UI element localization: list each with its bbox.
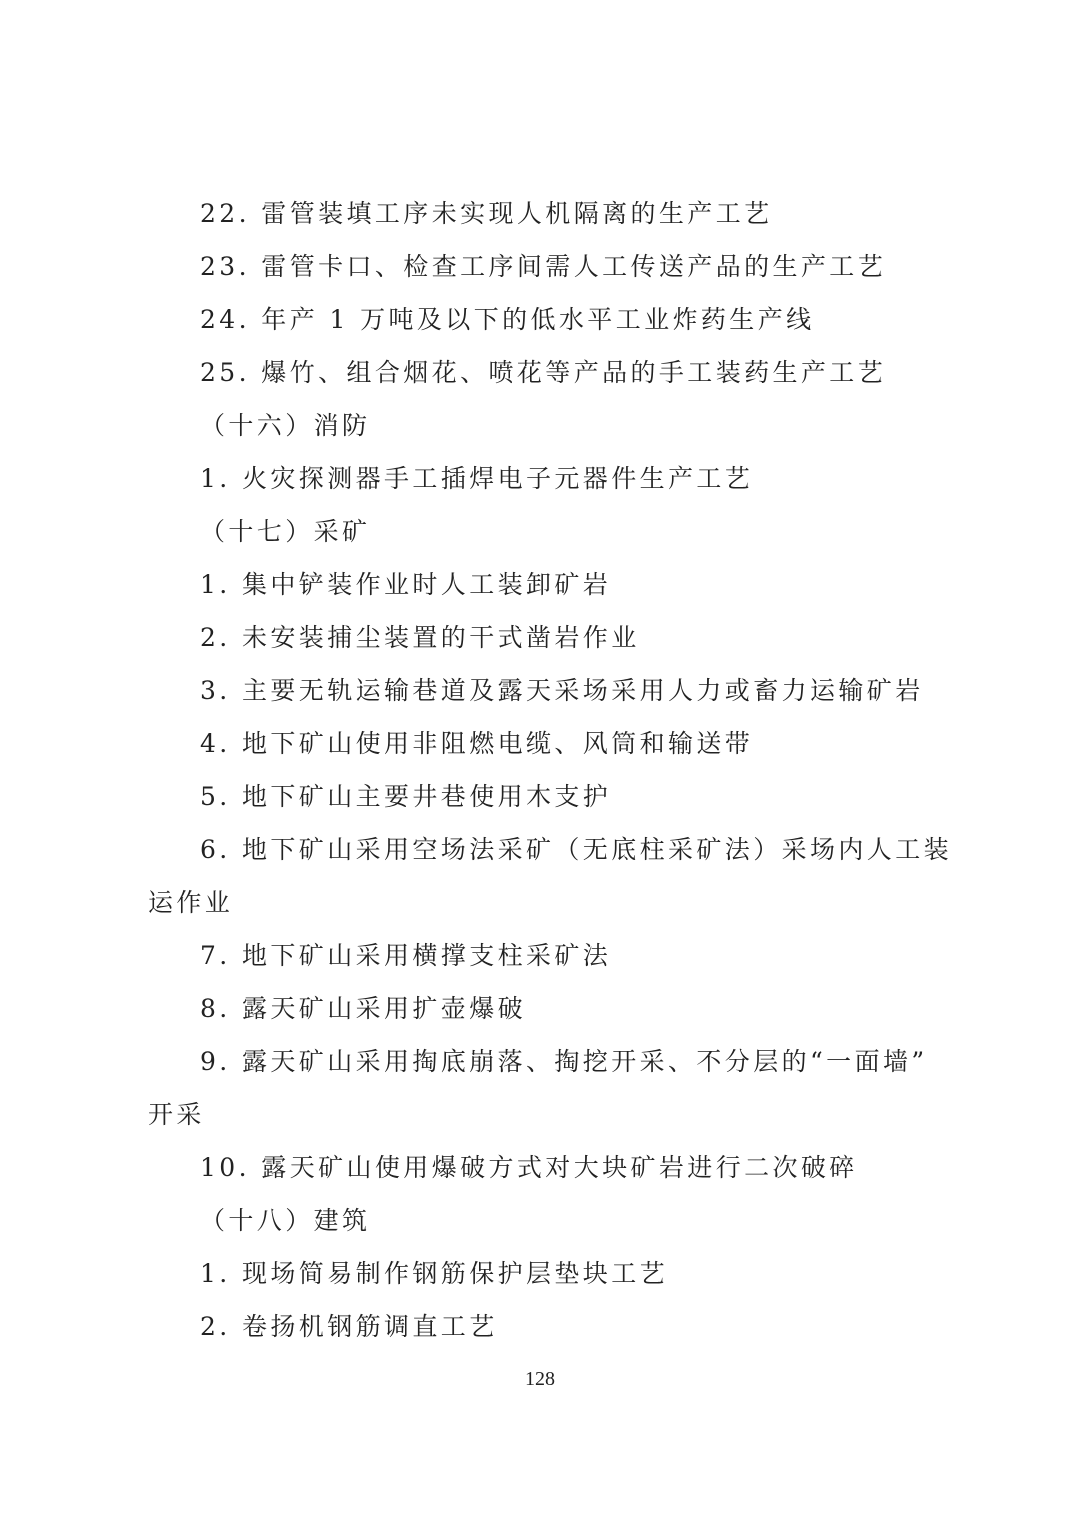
list-item-mining-10: 10. 露天矿山使用爆破方式对大块矿岩进行二次破碎 [200, 1153, 858, 1182]
list-item-mining-1: 1. 集中铲装作业时人工装卸矿岩 [200, 570, 612, 599]
list-item-mining-6: 6. 地下矿山采用空场法采矿（无底柱采矿法）采场内人工装 [200, 835, 953, 864]
list-item-24: 24. 年产 1 万吨及以下的低水平工业炸药生产线 [200, 305, 815, 334]
list-item-mining-7: 7. 地下矿山采用横撑支柱采矿法 [200, 941, 612, 970]
list-item-construction-2: 2. 卷扬机钢筋调直工艺 [200, 1312, 498, 1341]
list-item-mining-6-continuation: 运作业 [148, 888, 234, 917]
list-item-mining-9-continuation: 开采 [148, 1100, 205, 1129]
list-item-25: 25. 爆竹、组合烟花、喷花等产品的手工装药生产工艺 [200, 358, 887, 387]
list-item-mining-2: 2. 未安装捕尘装置的干式凿岩作业 [200, 623, 640, 652]
list-item-construction-1: 1. 现场简易制作钢筋保护层垫块工艺 [200, 1259, 669, 1288]
list-item-mining-3: 3. 主要无轨运输巷道及露天采场采用人力或畜力运输矿岩 [200, 676, 924, 705]
document-body [148, 187, 953, 1353]
list-item-mining-4: 4. 地下矿山使用非阻燃电缆、风筒和输送带 [200, 729, 754, 758]
list-item-22: 22. 雷管装填工序未实现人机隔离的生产工艺 [200, 199, 773, 228]
list-item-23: 23. 雷管卡口、检查工序间需人工传送产品的生产工艺 [200, 252, 887, 281]
list-item-mining-9: 9. 露天矿山采用掏底崩落、掏挖开采、不分层的“一面墙” [200, 1047, 928, 1076]
section-heading-mining: （十七）采矿 [200, 517, 371, 546]
list-item-mining-5: 5. 地下矿山主要井巷使用木支护 [200, 782, 612, 811]
list-item-firefighting-1: 1. 火灾探测器手工插焊电子元器件生产工艺 [200, 464, 754, 493]
page-number: 128 [525, 1368, 555, 1390]
section-heading-firefighting: （十六）消防 [200, 411, 371, 440]
section-heading-construction: （十八）建筑 [200, 1206, 371, 1235]
list-item-mining-8: 8. 露天矿山采用扩壶爆破 [200, 994, 527, 1023]
